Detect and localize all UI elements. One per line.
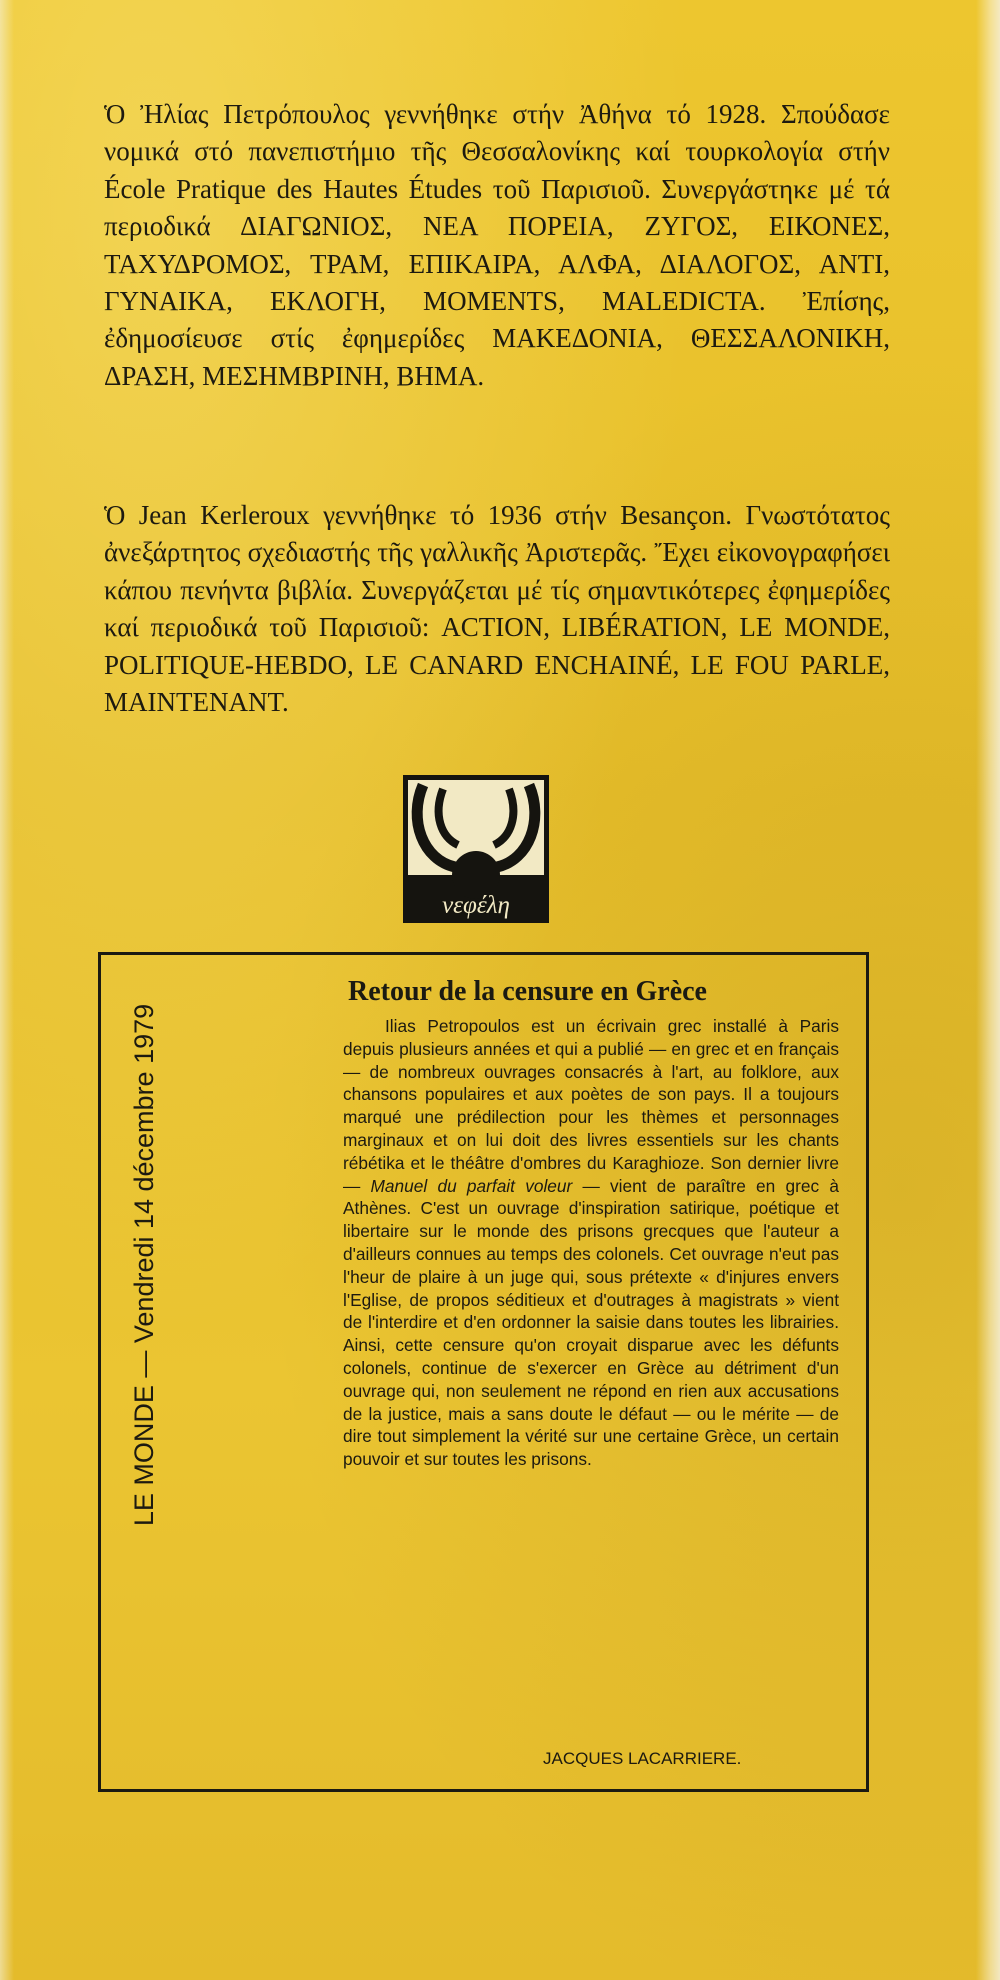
worn-right-edge (976, 0, 1000, 1980)
worn-left-edge (0, 0, 14, 1980)
article-book-title: Manuel du parfait voleur (370, 1175, 573, 1196)
article-text-part-1: Ilias Petropoulos est un écrivain grec installé à Paris depuis plusieurs années et qui a publié — en grec et en français — de nombreux ouvrages consacrés à l'art, au folklore, aux chansons populaires et aux poètes de son pays. Il a toujours marqué une prédilection pour les thèmes et personnages marginaux et on lui doit des livres essentiels sur les chants rébétika et le théâtre d'ombres du Karaghioze. Son dernier livre — (343, 1016, 839, 1196)
illustrator-bio-kerleroux: Ὁ Jean Kerleroux γεννήθηκε τό 1936 στήν Besançon. Γνωστότατος ἀνεξάρτητος σχεδιαστής τῆς γαλλικῆς Ἀριστερᾶς. Ἔχει εἰκονογραφήσει κάπου πενήντα βιβλία. Συνεργάζεται μέ τίς σημαντικότερες ἐφημερίδες καί περιοδικά τοῦ Παρισιοῦ: ACTION, LIBÉRATION, LE MONDE, POLITIQUE-HEBDO, LE CANARD ENCHAINÉ, LE FOU PARLE, MAINTENANT. (104, 500, 890, 718)
publisher-logo-text: νεφέλη (442, 892, 510, 919)
author-bio-petropoulos: Ὁ Ἠλίας Πετρόπουλος γεννήθηκε στήν Ἀθήνα τό 1928. Σπούδασε νομικά στό πανεπιστήμιο τῆς Θεσσαλονίκης καί τουρκολογία στήν École Pratique des Hautes Études τοῦ Παρισιοῦ. Συνεργάστηκε μέ τά περιοδικά ΔΙΑΓΩΝΙΟΣ, ΝΕΑ ΠΟΡΕΙΑ, ΖΥΓΟΣ, ΕΙΚΟΝΕΣ, ΤΑΧΥΔΡΟΜΟΣ, ΤΡΑΜ, ΕΠΙΚΑΙΡΑ, ΑΛΦΑ, ΔΙΑΛΟΓΟΣ, ΑΝΤΙ, ΓΥΝΑΙΚΑ, ΕΚΛΟΓΗ, MOMENTS, MALEDICTA. Ἐπίσης, ἐδημοσίευσε στίς ἐφημερίδες ΜΑΚΕΔΟΝΙΑ, ΘΕΣΣΑΛΟΝΙΚΗ, ΔΡΑΣΗ, ΜΕΣΗΜΒΡΙΝΗ, ΒΗΜΑ. (104, 99, 890, 391)
article-text-part-2: — vient de paraître en grec à Athènes. C'est un ouvrage d'inspiration satirique, poétique et libertaire sur le monde des prisons grecques que l'auteur a d'ailleurs connues au temps des colonels. Cet ouvrage n'eut pas l'heur de plaire à un juge qui, sous prétexte « d'injures envers l'Eglise, de propos séditieux et d'outrages à magistrats » vient de l'interdire et d'en ordonner la saisie dans toutes les librairies. Ainsi, cette censure qu'on croyait disparue avec les défunts colonels, continue de s'exercer en Grèce au détriment d'un ouvrage qui, non seulement ne répond en rien aux accusations de la justice, mais a sans doute le défaut — ou le mérite — de dire tout simplement la vérité sur une certaine Grèce, un certain pouvoir et sur toutes les prisons. (343, 1175, 839, 1470)
clipping-headline: Retour de la censure en Grèce (348, 976, 707, 1007)
clipping-source-date: LE MONDE — Vendredi 14 décembre 1979 (129, 1003, 159, 1527)
clipping-article-body (343, 1015, 839, 1471)
article-signature: JACQUES LACARRIERE. (543, 1749, 742, 1768)
publisher-logo (403, 775, 549, 923)
